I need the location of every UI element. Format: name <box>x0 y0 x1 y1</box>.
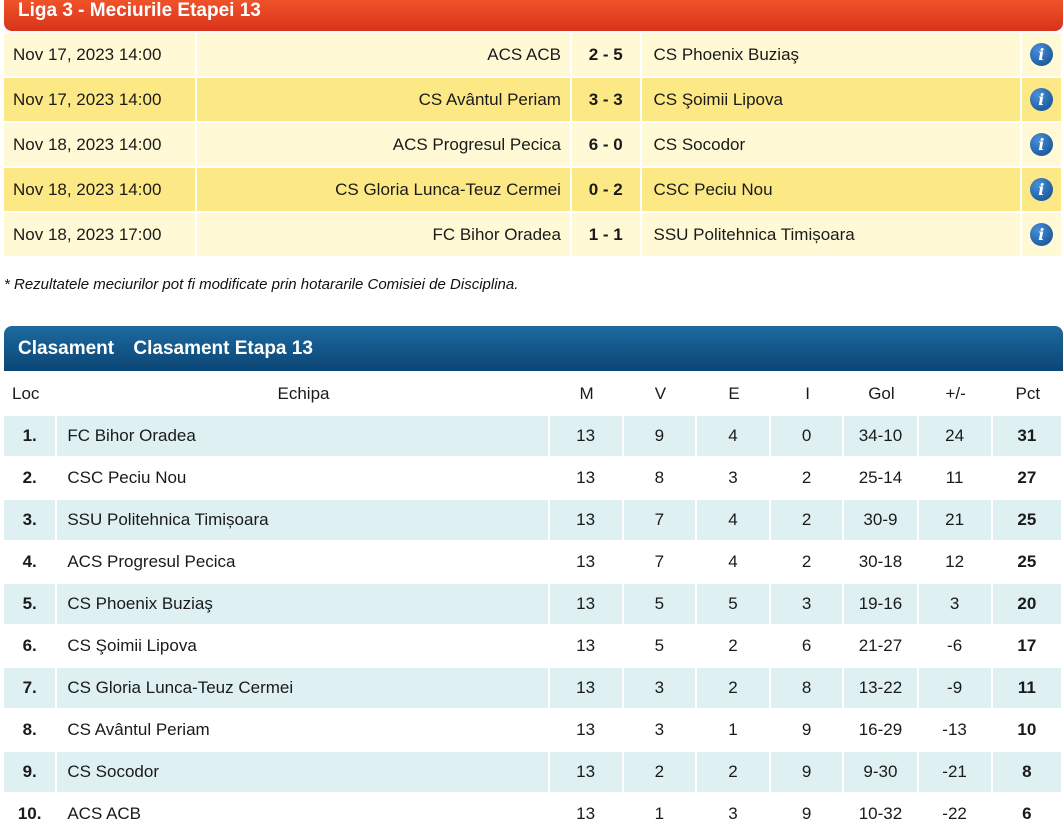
col-won: V <box>654 384 667 403</box>
position: 2. <box>4 458 57 500</box>
played: 13 <box>550 626 624 668</box>
played: 13 <box>550 542 624 584</box>
match-away-team: CS Phoenix Buziaş <box>642 33 1022 78</box>
drawn: 4 <box>697 542 771 584</box>
standings-subtitle: Clasament Etapa 13 <box>133 338 313 359</box>
team-name: ACS Progresul Pecica <box>57 542 549 584</box>
won: 1 <box>624 794 698 836</box>
won: 8 <box>624 458 698 500</box>
matches-header <box>4 0 1063 31</box>
won: 3 <box>624 710 698 752</box>
goal-diff: 11 <box>919 458 993 500</box>
drawn: 5 <box>697 584 771 626</box>
goals: 19-16 <box>844 584 918 626</box>
match-row <box>4 168 1063 213</box>
position: 9. <box>4 752 57 794</box>
lost: 3 <box>771 584 845 626</box>
goal-diff: 21 <box>919 500 993 542</box>
team-name: CS Gloria Lunca-Teuz Cermei <box>57 668 549 710</box>
info-icon[interactable]: i <box>1030 223 1053 246</box>
standings-row <box>4 458 1063 500</box>
lost: 0 <box>771 416 845 458</box>
match-away-team: SSU Politehnica Timișoara <box>642 213 1022 258</box>
drawn: 2 <box>697 626 771 668</box>
match-score: 0 - 2 <box>572 168 642 213</box>
match-date: Nov 17, 2023 14:00 <box>4 78 197 123</box>
goal-diff: 24 <box>919 416 993 458</box>
col-team: Echipa <box>277 384 330 403</box>
info-icon[interactable]: i <box>1030 178 1053 201</box>
won: 5 <box>624 626 698 668</box>
match-away-team: CS Şoimii Lipova <box>642 78 1022 123</box>
drawn: 4 <box>697 500 771 542</box>
standings-title: Clasament <box>18 338 115 359</box>
standings-row <box>4 626 1063 668</box>
won: 9 <box>624 416 698 458</box>
match-away-team: CSC Peciu Nou <box>642 168 1022 213</box>
drawn: 3 <box>697 794 771 836</box>
goal-diff: -9 <box>919 668 993 710</box>
drawn: 2 <box>697 668 771 710</box>
drawn: 3 <box>697 458 771 500</box>
goal-diff: -21 <box>919 752 993 794</box>
goals: 30-18 <box>844 542 918 584</box>
team-name: CS Phoenix Buziaş <box>57 584 549 626</box>
points: 31 <box>993 416 1063 458</box>
standings-row <box>4 710 1063 752</box>
match-score: 3 - 3 <box>572 78 642 123</box>
match-score: 1 - 1 <box>572 213 642 258</box>
points: 25 <box>993 500 1063 542</box>
drawn: 2 <box>697 752 771 794</box>
standings-header-row <box>4 372 1063 416</box>
standings-row <box>4 500 1063 542</box>
goal-diff: 12 <box>919 542 993 584</box>
won: 7 <box>624 542 698 584</box>
position: 1. <box>4 416 57 458</box>
match-info-cell <box>1022 78 1063 123</box>
matches-table <box>4 33 1063 258</box>
lost: 9 <box>771 752 845 794</box>
played: 13 <box>550 794 624 836</box>
info-icon[interactable]: i <box>1030 43 1053 66</box>
match-home-team: ACS ACB <box>197 33 572 78</box>
played: 13 <box>550 710 624 752</box>
match-row <box>4 123 1063 168</box>
match-home-team: CS Gloria Lunca-Teuz Cermei <box>197 168 572 213</box>
match-date: Nov 17, 2023 14:00 <box>4 33 197 78</box>
match-info-cell <box>1022 33 1063 78</box>
position: 8. <box>4 710 57 752</box>
position: 10. <box>4 794 57 836</box>
lost: 2 <box>771 542 845 584</box>
standings-row <box>4 668 1063 710</box>
standings-header <box>4 326 1063 371</box>
points: 20 <box>993 584 1063 626</box>
match-row <box>4 213 1063 258</box>
position: 7. <box>4 668 57 710</box>
lost: 6 <box>771 626 845 668</box>
goals: 9-30 <box>844 752 918 794</box>
match-date: Nov 18, 2023 14:00 <box>4 168 197 213</box>
col-lost: I <box>805 384 810 403</box>
goals: 16-29 <box>844 710 918 752</box>
team-name: ACS ACB <box>57 794 549 836</box>
match-away-team: CS Socodor <box>642 123 1022 168</box>
info-icon[interactable]: i <box>1030 133 1053 156</box>
standings-table <box>4 372 1063 836</box>
drawn: 1 <box>697 710 771 752</box>
won: 2 <box>624 752 698 794</box>
points: 8 <box>993 752 1063 794</box>
standings-row <box>4 794 1063 836</box>
goals: 21-27 <box>844 626 918 668</box>
goal-diff: 3 <box>919 584 993 626</box>
goals: 25-14 <box>844 458 918 500</box>
match-home-team: CS Avântul Periam <box>197 78 572 123</box>
team-name: CSC Peciu Nou <box>57 458 549 500</box>
match-info-cell <box>1022 123 1063 168</box>
points: 6 <box>993 794 1063 836</box>
match-row <box>4 78 1063 123</box>
matches-title: Liga 3 - Meciurile Etapei 13 <box>18 0 261 21</box>
lost: 9 <box>771 710 845 752</box>
team-name: FC Bihor Oradea <box>57 416 549 458</box>
lost: 8 <box>771 668 845 710</box>
match-info-cell <box>1022 168 1063 213</box>
goals: 10-32 <box>844 794 918 836</box>
col-diff: +/- <box>945 384 966 403</box>
goals: 30-9 <box>844 500 918 542</box>
points: 25 <box>993 542 1063 584</box>
col-goals: Gol <box>868 384 895 403</box>
team-name: CS Avântul Periam <box>57 710 549 752</box>
match-home-team: FC Bihor Oradea <box>197 213 572 258</box>
standings-row <box>4 752 1063 794</box>
match-score: 6 - 0 <box>572 123 642 168</box>
match-home-team: ACS Progresul Pecica <box>197 123 572 168</box>
col-points: Pct <box>1015 384 1041 403</box>
standings-row <box>4 416 1063 458</box>
lost: 9 <box>771 794 845 836</box>
played: 13 <box>550 668 624 710</box>
disciplinary-note: * Rezultatele meciurilor pot fi modificate prin hotararile Comisiei de Disciplina. <box>4 276 519 293</box>
goal-diff: -13 <box>919 710 993 752</box>
position: 5. <box>4 584 57 626</box>
standings-row <box>4 584 1063 626</box>
match-row <box>4 33 1063 78</box>
goals: 34-10 <box>844 416 918 458</box>
goal-diff: -22 <box>919 794 993 836</box>
won: 5 <box>624 584 698 626</box>
match-score: 2 - 5 <box>572 33 642 78</box>
won: 7 <box>624 500 698 542</box>
won: 3 <box>624 668 698 710</box>
team-name: CS Şoimii Lipova <box>57 626 549 668</box>
goal-diff: -6 <box>919 626 993 668</box>
col-loc: Loc <box>12 384 40 403</box>
points: 10 <box>993 710 1063 752</box>
played: 13 <box>550 416 624 458</box>
standings-row <box>4 542 1063 584</box>
played: 13 <box>550 752 624 794</box>
lost: 2 <box>771 500 845 542</box>
drawn: 4 <box>697 416 771 458</box>
lost: 2 <box>771 458 845 500</box>
position: 3. <box>4 500 57 542</box>
played: 13 <box>550 500 624 542</box>
match-date: Nov 18, 2023 14:00 <box>4 123 197 168</box>
played: 13 <box>550 584 624 626</box>
col-played: M <box>579 384 594 403</box>
points: 17 <box>993 626 1063 668</box>
team-name: CS Socodor <box>57 752 549 794</box>
position: 6. <box>4 626 57 668</box>
match-date: Nov 18, 2023 17:00 <box>4 213 197 258</box>
col-drawn: E <box>728 384 740 403</box>
points: 27 <box>993 458 1063 500</box>
points: 11 <box>993 668 1063 710</box>
position: 4. <box>4 542 57 584</box>
goals: 13-22 <box>844 668 918 710</box>
played: 13 <box>550 458 624 500</box>
team-name: SSU Politehnica Timișoara <box>57 500 549 542</box>
info-icon[interactable]: i <box>1030 88 1053 111</box>
match-info-cell <box>1022 213 1063 258</box>
